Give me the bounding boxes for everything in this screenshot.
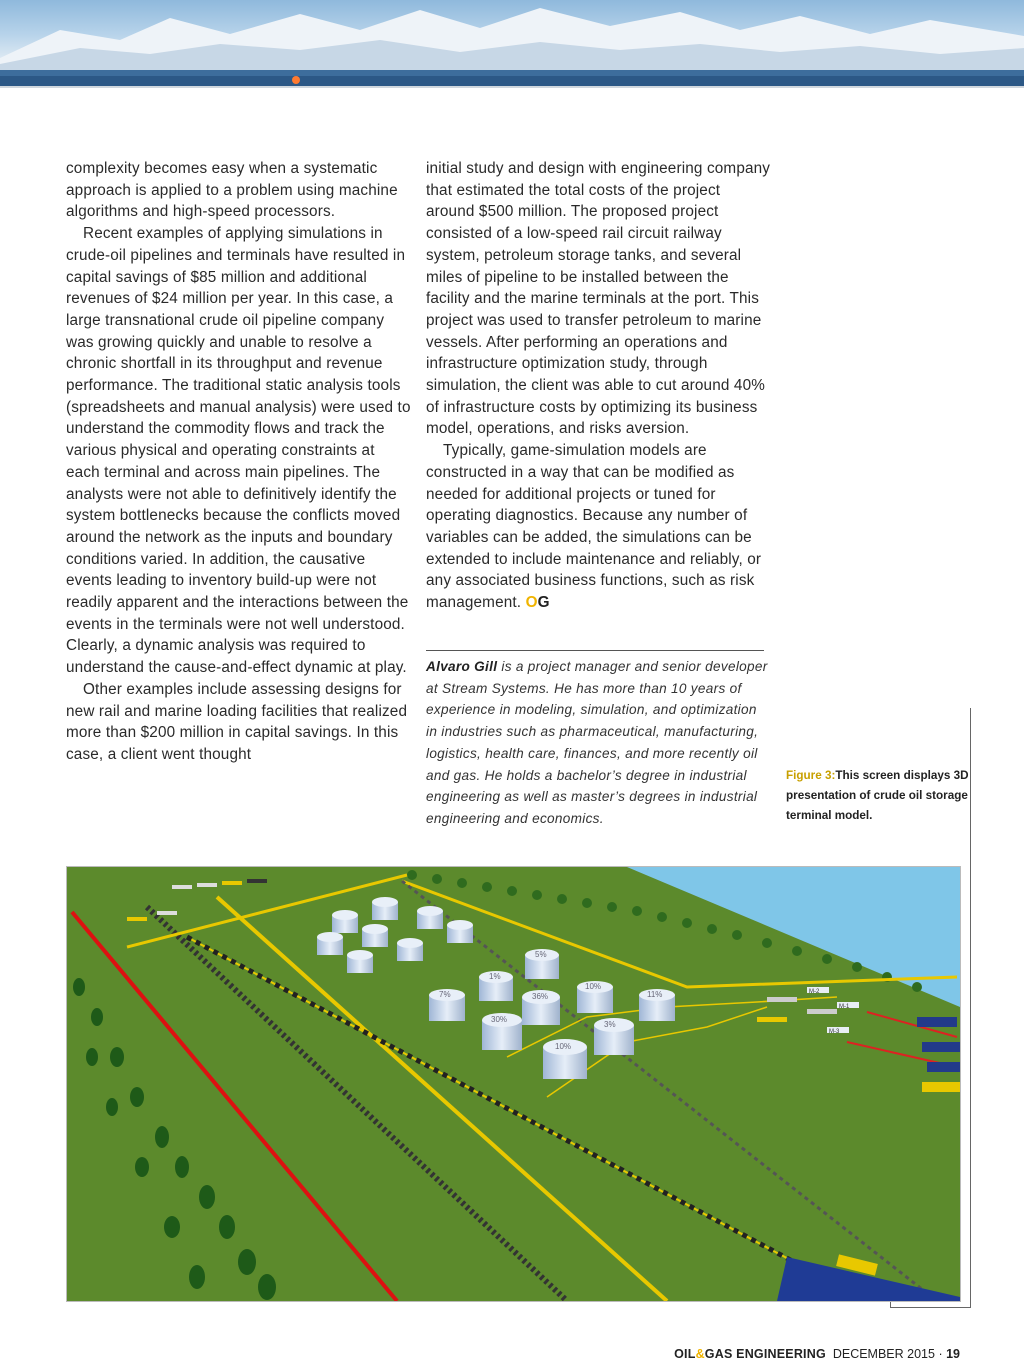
tank-label: 5% [535,950,547,959]
marine-tag: M-1 [839,1004,850,1010]
text-column-left [66,158,411,766]
author-bio-text: is a project manager and senior developer at Stream Systems. He has more than 10 years of experience in modeling, simulation, and optimization in industries such as pharmaceutical, manufacturing, logistics, health care, finances, and more recently oil and gas. He holds a bachelor’s degree in industrial engineering as well as master’s degrees in industrial engineering and economics. [426,659,768,826]
marine-tag: M-2 [809,989,820,995]
header-banner-image [0,0,1024,86]
tank-label: 30% [491,1015,508,1024]
page-number: 19 [946,1347,960,1361]
paragraph: complexity becomes easy when a systematic approach is applied to a problem using machine algorithms and high-speed processors. [66,160,398,221]
paragraph [426,440,771,614]
figure-caption-text: This screen displays 3D presentation of crude oil storage terminal model. [786,769,969,822]
tank-label: 10% [555,1042,572,1051]
tank-label: 10% [585,982,602,991]
tank-label: 11% [647,990,663,999]
caption-frame-line [970,708,971,1308]
tank-label: 7% [439,990,451,999]
figure-caption [786,766,971,826]
caption-frame-line [890,1307,971,1308]
paragraph-text: Typically, game-simulation models are constructed in a way that can be modified as needed for additional projects or tuned for operating diagnostics. Because any number of variables can be added, the simulations can be extended to include maintenance and reliably, or any associated business functions, such as risk management. [426,442,762,612]
figure-label: Figure 3: [786,769,836,782]
page-footer [674,1347,960,1361]
bio-divider [426,650,764,651]
publication-name: OIL&GAS ENGINEERING [674,1347,826,1361]
text-column-right [426,158,771,614]
author-name: Alvaro Gill [426,659,498,674]
tank-label: 3% [604,1020,616,1029]
og-end-mark-icon: OG [525,594,550,612]
terminal-model-image [66,866,961,1302]
marine-tag: M-3 [829,1029,840,1035]
banner-divider [0,86,1024,88]
footer-separator: · [938,1347,943,1361]
issue-date: DECEMBER 2015 [832,1347,935,1361]
paragraph: initial study and design with engineering company that estimated the total costs of the project around $500 million. The proposed project consisted of a low-speed rail circuit railway system, petroleum storage tanks, and several miles of pipeline to be installed between the facility and the marine terminals at the port. This project was used to transfer petroleum to marine vessels. After performing an operations and infrastructure optimization study, through simulation, the client was able to cut around 40% of infrastructure costs by optimizing its business model, operations, and risks aversion. [426,160,771,438]
tank-label: 36% [532,992,549,1001]
paragraph: Recent examples of applying simulations in crude-oil pipelines and terminals have resulted in capital savings of $85 million and additional revenues of $24 million per year. In this case, a large transnational crude oil pipeline company was growing quickly and unable to resolve a chronic shortfall in its throughput and revenue performance. The traditional static analysis tools (spreadsheets and manual analysis) were used to understand the commodity flows and track the various physical and operating constraints at each terminal and across main pipelines. The analysts were not able to definitively identify the system bottlenecks because the conflicts moved around the network as the inputs and boundary conditions varied. In addition, the causative events leading to inventory build-up were not readily apparent and the interactions between the events in the terminals were not well understood. Clearly, a dynamic analysis was required to understand the cause-and-effect dynamic at play. [66,225,411,677]
author-bio [426,656,771,830]
paragraph: Other examples include assessing designs for new rail and marine loading facilities that realized more than $200 million in capital savings. In this case, a client went thought [66,680,408,763]
tank-label: 1% [489,972,501,981]
